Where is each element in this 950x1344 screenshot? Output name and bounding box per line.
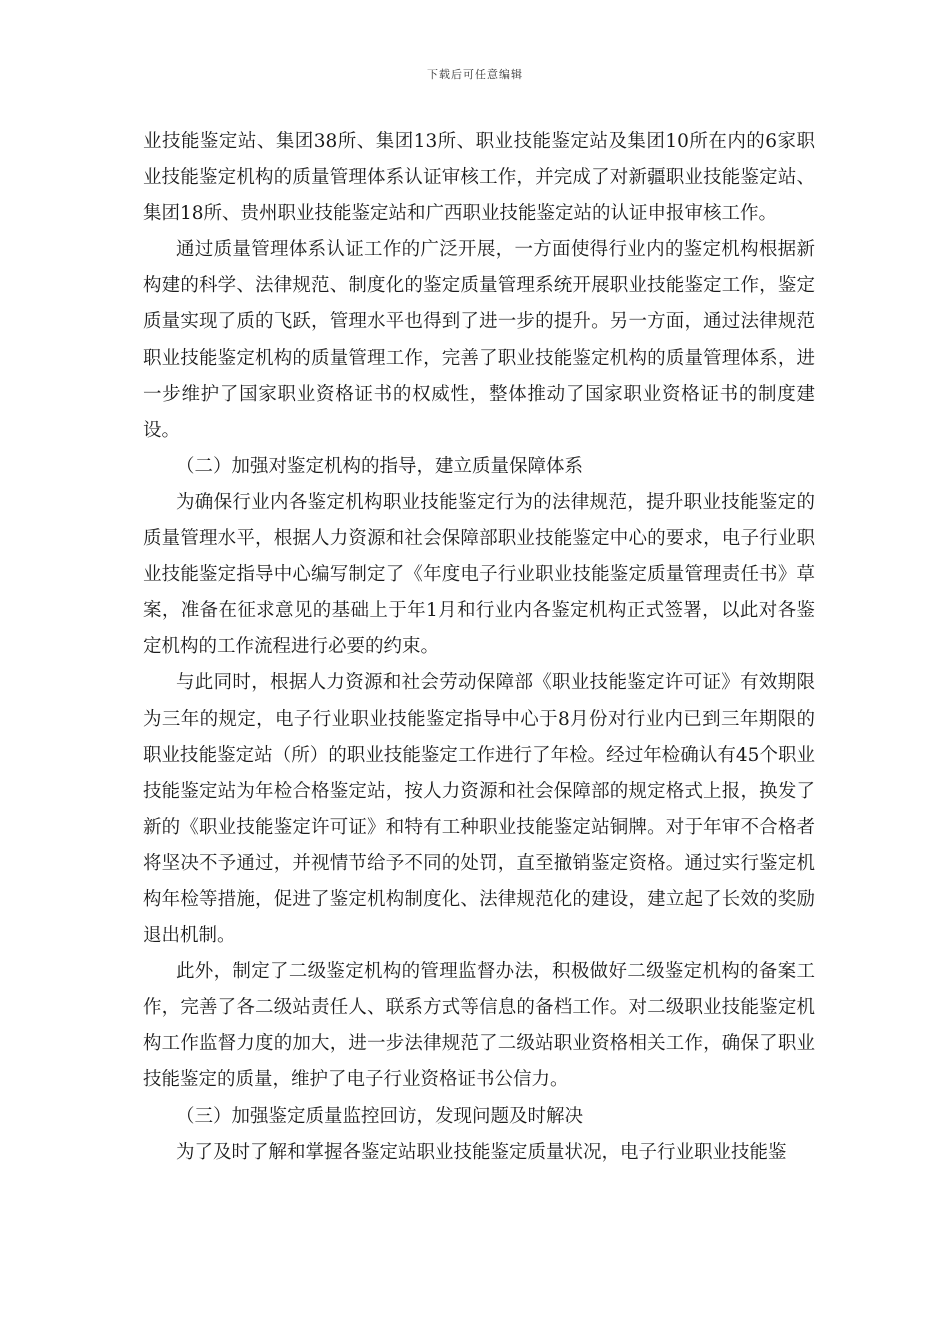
paragraph-annual-inspection: 与此同时，根据人力资源和社会劳动保障部《职业技能鉴定许可证》有效期限为三年的规定，电子行业职业技能鉴定指导中心于8月份对行业内已到三年期限的职业技能鉴定站（所）的职业技能鉴定工作进行了年检。经过年检确认有45个职业技能鉴定站为年检合格鉴定站，按人力资源和社会保障部的规定格式上报，换发了新的《职业技能鉴定许可证》和特有工种职业技能鉴定站铜牌。对于年审不合格者将坚决不予通过，并视情节给予不同的处罚，直至撤销鉴定资格。通过实行鉴定机构年检等措施，促进了鉴定机构制度化、法律规范化的建设，建立起了长效的奖励退出机制。 [143, 672, 815, 947]
document-body [143, 124, 815, 1171]
section-heading-3: （三）加强鉴定质量监控回访，发现问题及时解决 [176, 1105, 584, 1127]
page-header-note: 下载后可任意编辑 [427, 68, 523, 81]
paragraph-certification-results: 通过质量管理体系认证工作的广泛开展，一方面使得行业内的鉴定机构根据新构建的科学、法律规范、制度化的鉴定质量管理系统开展职业技能鉴定工作，鉴定质量实现了质的飞跃，管理水平也得到了进一步的提升。另一方面，通过法律规范职业技能鉴定机构的质量管理工作，完善了职业技能鉴定机构的质量管理体系，进一步维护了国家职业资格证书的权威性，整体推动了国家职业资格证书的制度建设。 [143, 239, 815, 441]
paragraph-continuation: 业技能鉴定站、集团38所、集团13所、职业技能鉴定站及集团10所在内的6家职业技能鉴定机构的质量管理体系认证审核工作，并完成了对新疆职业技能鉴定站、集团18所、贵州职业技能鉴定站和广西职业技能鉴定站的认证申报审核工作。 [143, 131, 815, 225]
paragraph-secondary-supervision: 此外，制定了二级鉴定机构的管理监督办法，积极做好二级鉴定机构的备案工作，完善了各二级站责任人、联系方式等信息的备档工作。对二级职业技能鉴定机构工作监督力度的加大，进一步法律规范了二级站职业资格相关工作，确保了职业技能鉴定的质量，维护了电子行业资格证书公信力。 [143, 961, 815, 1091]
paragraph-responsibility-letter: 为确保行业内各鉴定机构职业技能鉴定行为的法律规范，提升职业技能鉴定的质量管理水平，根据人力资源和社会保障部职业技能鉴定中心的要求，电子行业职业技能鉴定指导中心编写制定了《年度电子行业职业技能鉴定质量管理责任书》草案，准备在征求意见的基础上于年1月和行业内各鉴定机构正式签署，以此对各鉴定机构的工作流程进行必要的约束。 [143, 491, 815, 658]
paragraph-quality-monitoring: 为了及时了解和掌握各鉴定站职业技能鉴定质量状况，电子行业职业技能鉴 [176, 1141, 787, 1163]
section-heading-2: （二）加强对鉴定机构的指导，建立质量保障体系 [176, 455, 584, 477]
